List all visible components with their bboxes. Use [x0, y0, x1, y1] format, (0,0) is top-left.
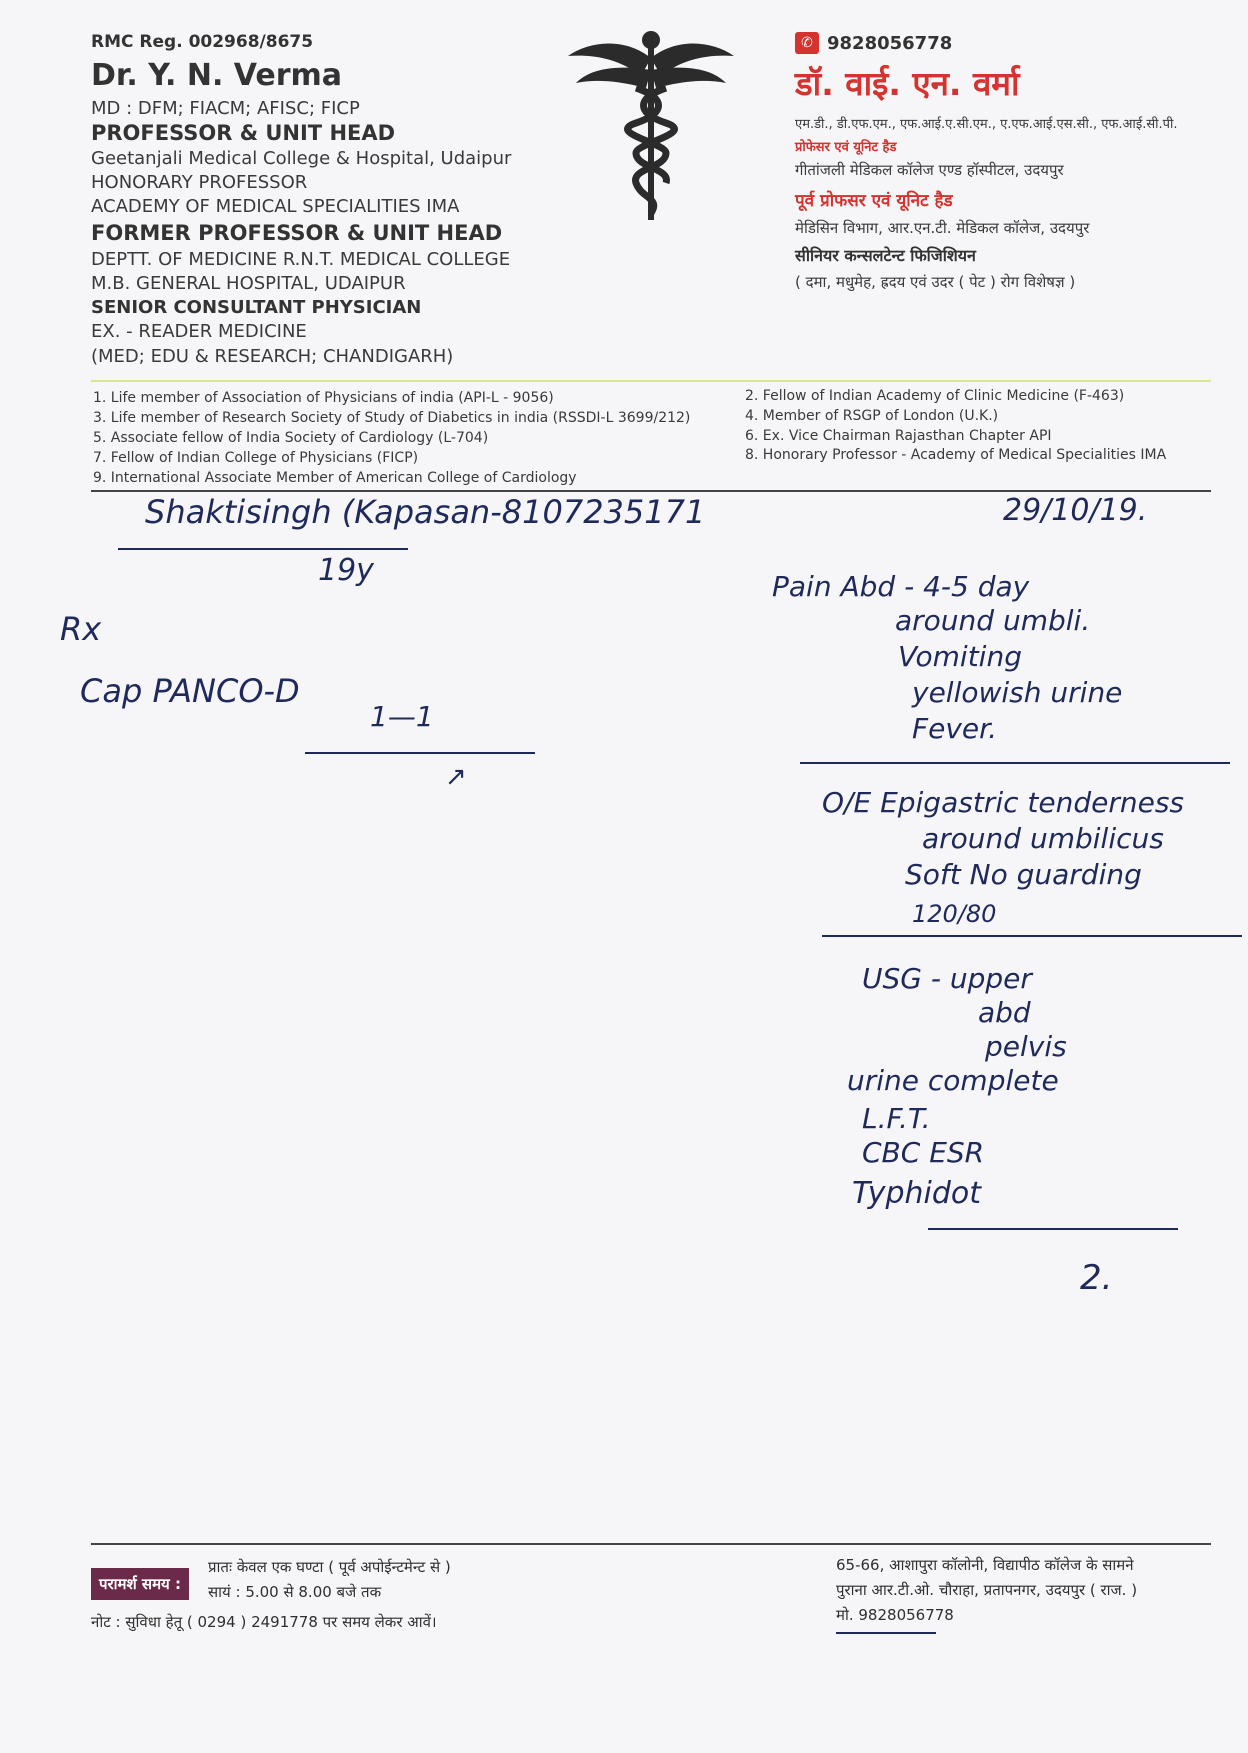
exam-line: O/E Epigastric tenderness — [822, 786, 1185, 819]
membership-item: 7. Fellow of Indian College of Physicians (FICP) — [93, 450, 419, 466]
title-professor-hindi: प्रोफेसर एवं यूनिट हैड — [795, 140, 897, 155]
title-former-hindi: पूर्व प्रोफसर एवं यूनिट हैड — [795, 191, 953, 211]
rx-symbol: Rx — [60, 610, 102, 648]
signature-mark: 2. — [1080, 1258, 1113, 1298]
investigation-line: CBC ESR — [862, 1136, 985, 1169]
complaint-line: around umbli. — [895, 604, 1091, 637]
membership-item: 3. Life member of Research Society of Study of Diabetics in india (RSSDI-L 3699/212) — [93, 410, 691, 426]
membership-item: 6. Ex. Vice Chairman Rajasthan Chapter API — [745, 428, 1052, 444]
title-reader: EX. - READER MEDICINE — [91, 321, 307, 342]
phone-icon: ✆ — [795, 32, 819, 54]
membership-item: 8. Honorary Professor - Academy of Medical Specialities IMA — [745, 447, 1167, 463]
phone-row — [795, 32, 952, 54]
address-line: 65-66, आशापुरा कॉलोनी, विद्यापीठ कॉलेज के सामने — [836, 1556, 1134, 1574]
title-professor: PROFESSOR & UNIT HEAD — [91, 121, 396, 145]
rmc-registration: RMC Reg. 002968/8675 — [91, 32, 314, 52]
membership-item: 1. Life member of Association of Physicians of india (API-L - 9056) — [93, 390, 554, 406]
institution-ama: ACADEMY OF MEDICAL SPECIALITIES IMA — [91, 196, 460, 217]
footer-mobile: मो. 9828056778 — [836, 1606, 954, 1624]
medicine-dose: 1—1 — [370, 700, 434, 733]
institution-rnt: DEPTT. OF MEDICINE R.N.T. MEDICAL COLLEGE — [91, 249, 511, 270]
caduceus-icon — [566, 28, 736, 223]
morning-timing: प्रातः केवल एक घण्टा ( पूर्व अपोईन्टमेन्ट से ) — [208, 1558, 451, 1576]
degrees-hindi: एम.डी., डी.एफ.एम., एफ.आई.ए.सी.एम., ए.एफ.आई.एस.सी., एफ.आई.सी.पी. — [795, 117, 1178, 132]
exam-line: around umbilicus — [922, 822, 1164, 855]
body-top-rule — [91, 490, 1211, 492]
complaint-underline — [800, 762, 1230, 764]
consultation-time-badge: परामर्श समय : — [91, 1568, 189, 1600]
exam-line: 120/80 — [912, 900, 997, 928]
complaint-line: Vomiting — [898, 640, 1022, 673]
doctor-name-hindi: डॉ. वाई. एन. वर्मा — [795, 64, 1020, 103]
mobile-underline — [836, 1632, 936, 1634]
complaint-line: Fever. — [912, 712, 997, 745]
specialization-hindi: ( दमा, मधुमेह, ह्रदय एवं उदर ( पेट ) रोग विशेषज्ञ ) — [795, 273, 1076, 291]
investigation-line: urine complete — [847, 1064, 1059, 1097]
exam-line: Soft No guarding — [905, 858, 1142, 891]
institution-chandigarh: (MED; EDU & RESEARCH; CHANDIGARH) — [91, 346, 454, 367]
exam-underline — [822, 935, 1242, 937]
membership-item: 2. Fellow of Indian Academy of Clinic Medicine (F-463) — [745, 388, 1125, 404]
investigation-line: pelvis — [985, 1030, 1067, 1063]
title-honorary: HONORARY PROFESSOR — [91, 172, 308, 193]
complaint-line: Pain Abd - 4-5 day — [772, 570, 1030, 603]
investigation-line: Typhidot — [852, 1176, 982, 1211]
membership-item: 5. Associate fellow of India Society of Cardiology (L-704) — [93, 430, 489, 446]
complaint-line: yellowish urine — [912, 676, 1123, 709]
medicine-name: Cap PANCO-D — [80, 672, 300, 710]
institution-hindi-2: मेडिसिन विभाग, आर.एन.टी. मेडिकल कॉलेज, उदयपुर — [795, 219, 1090, 237]
evening-timing: सायं : 5.00 से 8.00 बजे तक — [208, 1583, 382, 1601]
institution-hindi-1: गीतांजली मेडिकल कॉलेज एण्ड हॉस्पीटल, उदयपुर — [795, 161, 1064, 179]
investigation-line: USG - upper — [862, 962, 1032, 995]
doctor-name: Dr. Y. N. Verma — [91, 58, 343, 93]
address-line: पुराना आर.टी.ओ. चौराहा, प्रतापनगर, उदयपुर ( राज. ) — [836, 1581, 1138, 1599]
investigation-underline — [928, 1228, 1178, 1230]
visit-date: 29/10/19. — [1003, 493, 1148, 528]
title-senior: SENIOR CONSULTANT PHYSICIAN — [91, 297, 422, 318]
patient-age: 19y — [318, 553, 374, 588]
investigation-line: L.F.T. — [862, 1102, 931, 1135]
footer-rule — [91, 1543, 1211, 1545]
degrees: MD : DFM; FIACM; AFISC; FICP — [91, 98, 360, 119]
title-senior-hindi: सीनियर कन्सलटेन्ट फिजिशियन — [795, 246, 976, 265]
header-divider — [91, 380, 1211, 382]
institution-mb: M.B. GENERAL HOSPITAL, UDAIPUR — [91, 273, 406, 294]
appointment-note: नोट : सुविधा हेतू ( 0294 ) 2491778 पर समय लेकर आवें। — [91, 1613, 437, 1631]
patient-name: Shaktisingh (Kapasan-8107235171 — [145, 493, 706, 531]
institution-geetanjali: Geetanjali Medical College & Hospital, Udaipur — [91, 148, 512, 169]
membership-item: 4. Member of RSGP of London (U.K.) — [745, 408, 999, 424]
investigation-line: abd — [978, 996, 1031, 1029]
mark-left: ↗ — [445, 762, 467, 792]
medicine-underline — [305, 752, 535, 754]
phone-number: 9828056778 — [827, 32, 953, 54]
name-underline — [118, 548, 408, 550]
membership-item: 9. International Associate Member of American College of Cardiology — [93, 470, 577, 486]
title-former: FORMER PROFESSOR & UNIT HEAD — [91, 221, 503, 245]
